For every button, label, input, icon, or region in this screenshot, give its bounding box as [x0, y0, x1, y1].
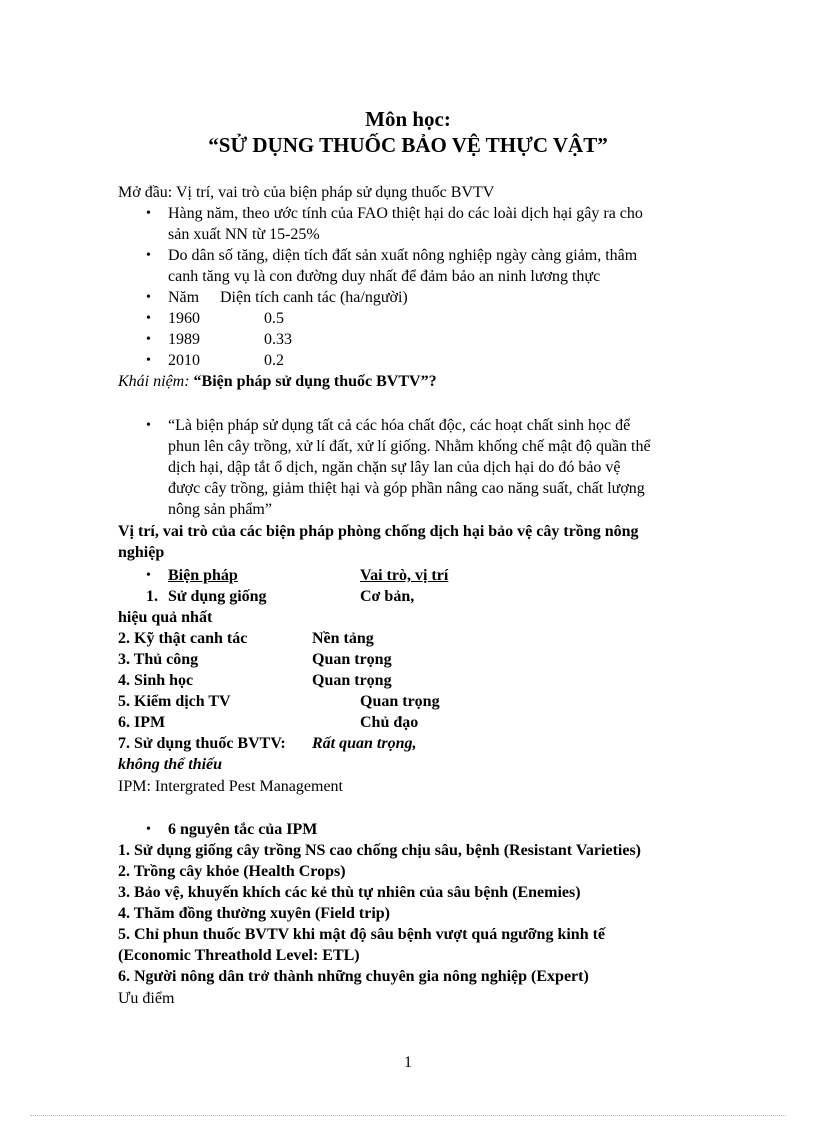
roles-role: Quan trọng [312, 651, 392, 668]
bullet-icon: • [146, 568, 151, 583]
page-number: 1 [404, 1054, 412, 1071]
intro-bullet-line: Do dân số tăng, diện tích đất sản xuất nông nghiệp ngày càng giảm, thâm [168, 247, 638, 264]
roles-measure: 2. Kỹ thật canh tác [118, 630, 248, 647]
concept-quote-line: phun lên cây trồng, xử lí đất, xử lí giống. Nhằm khống chế mật độ quần thể [168, 438, 651, 455]
roles-role: Quan trọng [312, 672, 392, 689]
bullet-icon: • [146, 332, 151, 347]
area-value: 0.2 [264, 352, 284, 369]
intro-bullet-line: Hàng năm, theo ước tính của FAO thiệt hại do các loài dịch hại gây ra cho [168, 205, 643, 222]
roles-role: Rất quan trọng, [312, 735, 417, 752]
ipm-principle: 3. Bảo vệ, khuyến khích các kẻ thù tự nhiên của sâu bệnh (Enemies) [118, 884, 581, 901]
roles-measure: 5. Kiểm dịch TV [118, 693, 231, 710]
concept-quote-line: nông sản phẩm” [168, 501, 272, 518]
ipm-definition: IPM: Intergrated Pest Management [118, 778, 343, 795]
concept-quote-line: “Là biện pháp sử dụng tất cả các hóa chất độc, các hoạt chất sinh học để [168, 417, 631, 434]
ipm-principle: 2. Trồng cây khỏe (Health Crops) [118, 863, 346, 880]
intro-bullet-line: canh tăng vụ là con đường duy nhất để đảm bảo an ninh lương thực [168, 268, 601, 285]
roles-measure: 7. Sử dụng thuốc BVTV: [118, 735, 286, 752]
roles-col-role: Vai trò, vị trí [360, 567, 449, 584]
bullet-icon: • [146, 311, 151, 326]
intro-heading: Mở đầu: Vị trí, vai trò của biện pháp sử dụng thuốc BVTV [118, 184, 495, 201]
area-year: 1989 [168, 331, 200, 348]
roles-heading: nghiệp [118, 544, 165, 561]
ipm-principle: (Economic Threathold Level: ETL) [118, 947, 360, 964]
area-col-year: Năm [168, 289, 200, 306]
roles-role: hiệu quả nhất [118, 609, 213, 626]
bullet-icon: • [146, 248, 151, 263]
ipm-principle: 6. Người nông dân trở thành những chuyên gia nông nghiệp (Expert) [118, 968, 589, 985]
roles-role: Cơ bản, [360, 588, 415, 605]
bullet-icon: • [146, 290, 151, 305]
roles-role: không thể thiếu [118, 756, 223, 773]
area-year: 1960 [168, 310, 200, 327]
bullet-icon: • [146, 206, 151, 221]
concept-line [118, 372, 437, 392]
course-label: Môn học: [365, 107, 451, 131]
concept-quote-line: được cây trồng, giảm thiệt hại và góp phần nâng cao năng suất, chất lượng [168, 480, 645, 497]
roles-col-measure: Biện pháp [168, 567, 238, 584]
roles-item-number: 1. [146, 588, 158, 605]
roles-role: Quan trọng [360, 693, 440, 710]
ipm-principle: 1. Sử dụng giống cây trồng NS cao chống chịu sâu, bệnh (Resistant Varieties) [118, 842, 641, 859]
document-title: “SỬ DỤNG THUỐC BẢO VỆ THỰC VẬT” [208, 133, 608, 157]
bullet-icon: • [146, 822, 151, 837]
roles-measure: Sử dụng giống [168, 588, 267, 605]
concept-quote-line: dịch hại, dập tắt ổ dịch, ngăn chặn sự lây lan của dịch hại do đó bảo vệ [168, 459, 621, 476]
roles-measure: 4. Sinh học [118, 672, 194, 689]
bullet-icon: • [146, 418, 151, 433]
concept-term: “Biện pháp sử dụng thuốc BVTV”? [193, 373, 437, 390]
ipm-principle: 5. Chỉ phun thuốc BVTV khi mật độ sâu bệnh vượt quá ngưỡng kinh tế [118, 926, 606, 943]
ipm-principle: 4. Thăm đồng thường xuyên (Field trip) [118, 905, 390, 922]
area-value: 0.33 [264, 331, 292, 348]
ipm-heading: 6 nguyên tắc của IPM [168, 821, 318, 838]
concept-label: Khái niệm: [118, 373, 190, 390]
area-value: 0.5 [264, 310, 284, 327]
intro-bullet-line: sản xuất NN từ 15-25% [168, 226, 320, 243]
roles-heading: Vị trí, vai trò của các biện pháp phòng chống dịch hại bảo vệ cây trồng nông [118, 523, 639, 540]
roles-role: Chủ đạo [360, 714, 419, 731]
roles-role: Nền tảng [312, 630, 374, 647]
page-divider [30, 1115, 786, 1116]
roles-measure: 6. IPM [118, 714, 166, 731]
roles-measure: 3. Thủ công [118, 651, 199, 668]
bullet-icon: • [146, 353, 151, 368]
area-col-area: Diện tích canh tác (ha/người) [220, 289, 408, 306]
advantages-heading: Ưu điểm [118, 990, 175, 1007]
area-year: 2010 [168, 352, 200, 369]
